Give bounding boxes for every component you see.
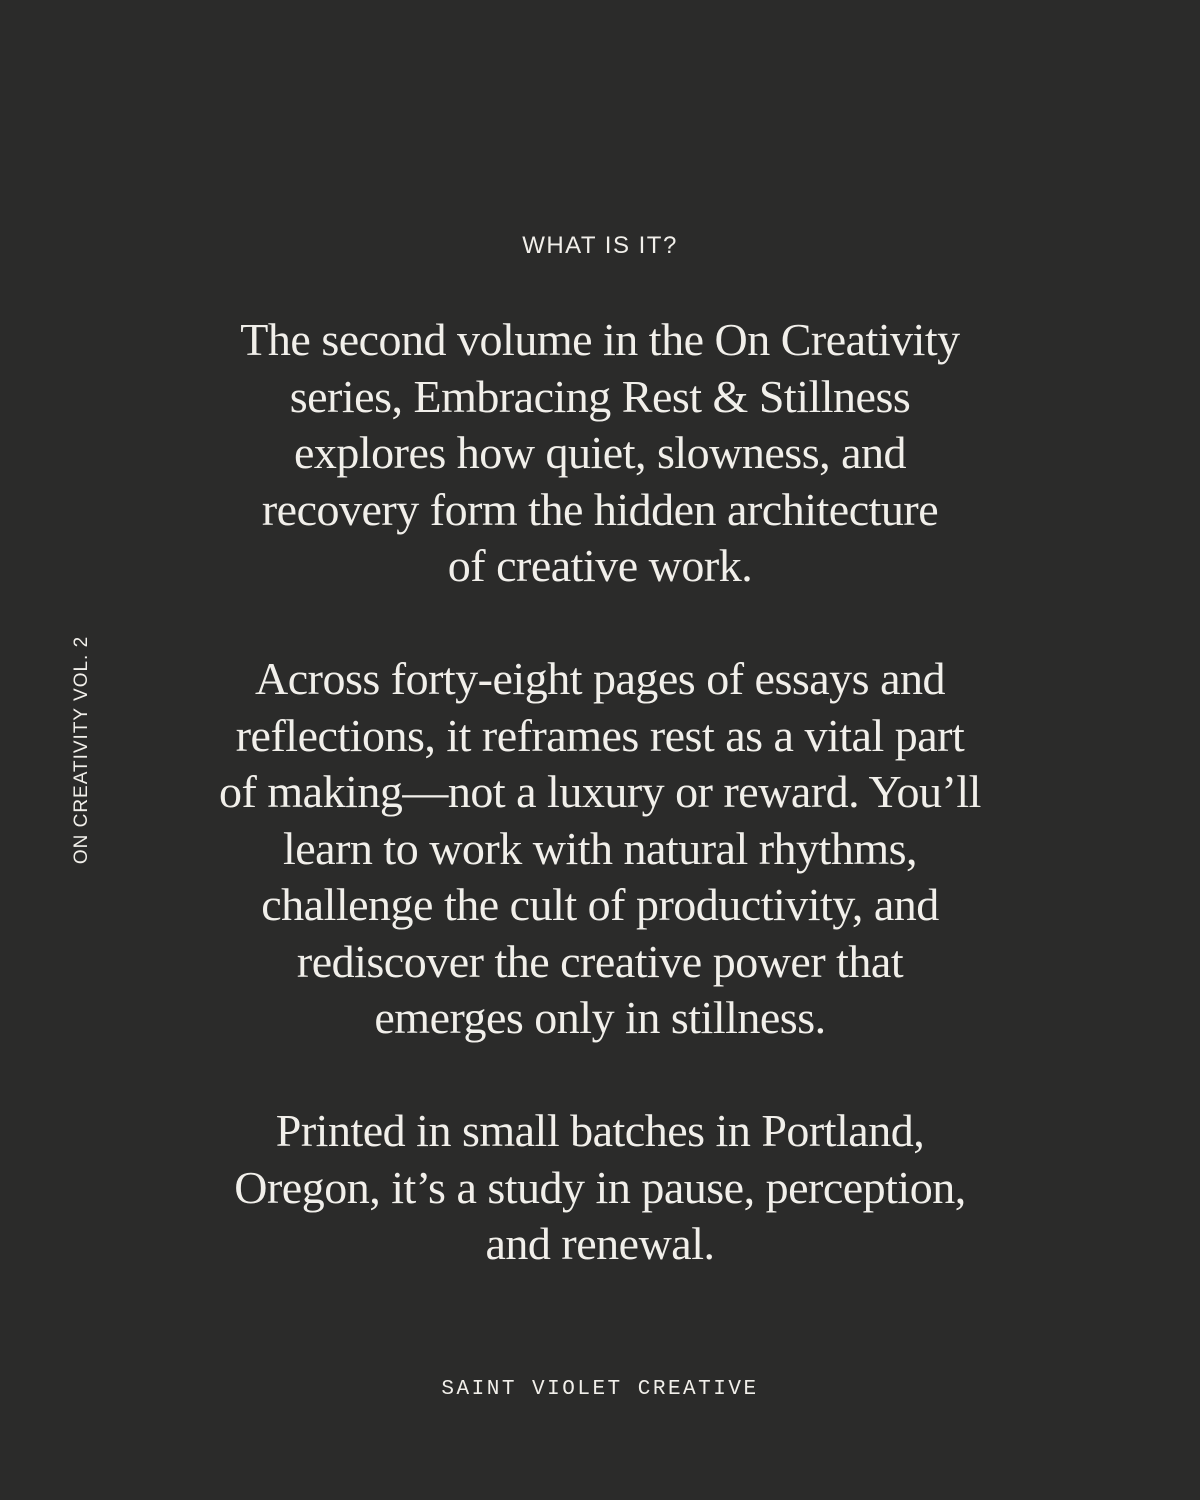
text-line: of making—not a luxury or reward. You’ll <box>219 766 981 817</box>
paragraph-spacer <box>160 595 1040 652</box>
text-line: recovery form the hidden architecture <box>261 483 939 535</box>
section-heading: WHAT IS IT? <box>522 232 678 259</box>
text-line: of creative work. <box>447 540 753 591</box>
text-line: rediscover the creative power that <box>296 935 904 987</box>
text-line: Printed in small batches in Portland, <box>275 1105 925 1156</box>
text-line: Across forty-eight pages of essays and <box>255 653 945 704</box>
paragraph-intro <box>160 312 1040 595</box>
text-line: Oregon, it’s a study in pause, perception, <box>234 1161 966 1213</box>
text-line: series, Embracing Rest & Stillness <box>289 370 911 422</box>
text-line: explores how quiet, slowness, and <box>293 427 907 478</box>
paragraph-printing <box>160 1103 1040 1273</box>
text-line: learn to work with natural rhythms, <box>282 822 918 874</box>
paragraph-spacer <box>160 1047 1040 1104</box>
text-line: and renewal. <box>485 1218 715 1269</box>
paragraph-details <box>160 651 1040 1047</box>
body-text <box>160 312 1040 1273</box>
text-line: The second volume in the On Creativity <box>240 314 960 365</box>
text-line: emerges only in stillness. <box>374 992 826 1043</box>
text-line: challenge the cult of productivity, and <box>261 879 939 930</box>
brand-footer: SAINT VIOLET CREATIVE <box>441 1378 759 1401</box>
text-line: reflections, it reframes rest as a vital part <box>235 709 965 761</box>
side-series-label: ON CREATIVITY VOL. 2 <box>71 635 92 865</box>
